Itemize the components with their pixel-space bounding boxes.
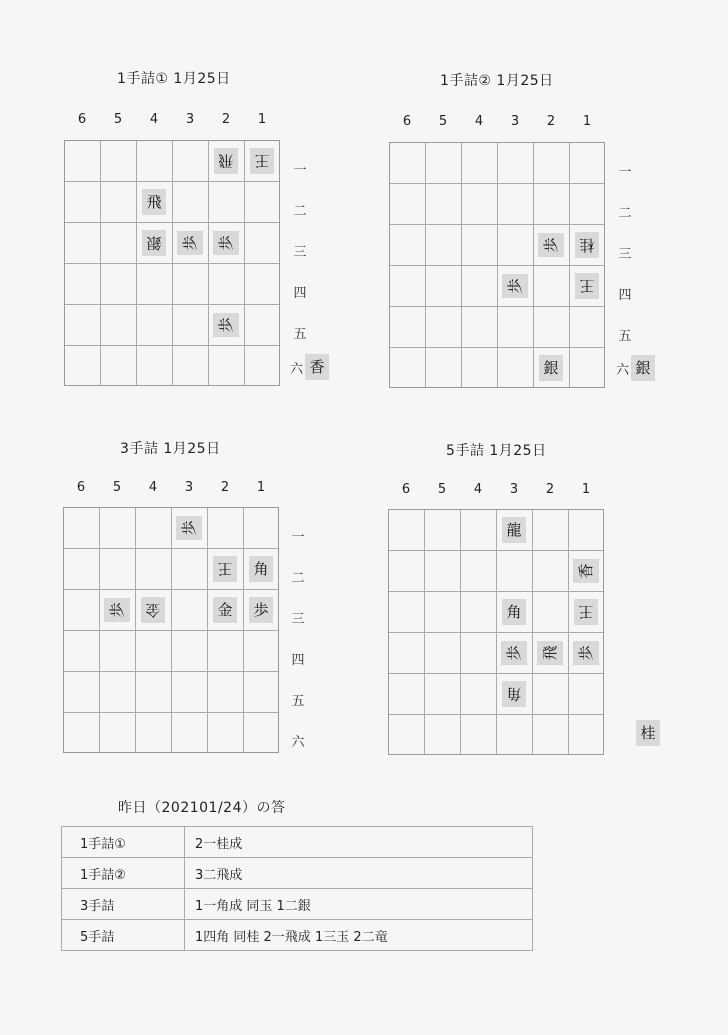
answer-label: 3手詰 bbox=[62, 889, 185, 920]
shogi-piece: 王 bbox=[213, 556, 237, 582]
pieces-in-hand bbox=[616, 355, 655, 381]
column-label: 1 bbox=[582, 114, 592, 129]
column-label: 2 bbox=[546, 114, 556, 129]
row-label: 四 bbox=[291, 652, 305, 668]
column-label: 2 bbox=[221, 112, 231, 127]
shogi-piece: 王 bbox=[574, 599, 598, 625]
pieces-in-hand bbox=[290, 354, 329, 380]
grid-line bbox=[64, 630, 278, 631]
table-row bbox=[62, 920, 533, 951]
grid-line bbox=[64, 671, 278, 672]
shogi-piece: 金 bbox=[141, 597, 165, 623]
row-label: 一 bbox=[293, 162, 307, 178]
puzzle-title: 3手詰 1月25日 bbox=[120, 441, 221, 457]
row-label-six: 六 bbox=[290, 361, 304, 377]
shogi-piece: 歩 bbox=[176, 516, 202, 540]
row-label: 二 bbox=[618, 205, 632, 221]
row-label: 五 bbox=[618, 328, 632, 344]
shogi-piece: 王 bbox=[575, 273, 599, 299]
answer-label: 1手詰① bbox=[62, 827, 185, 858]
grid-line bbox=[533, 143, 534, 387]
column-label: 4 bbox=[149, 112, 159, 127]
answer-label: 5手詰 bbox=[62, 920, 185, 951]
row-label: 四 bbox=[293, 285, 307, 301]
row-label: 二 bbox=[291, 570, 305, 586]
shogi-piece: 飛 bbox=[214, 148, 238, 174]
shogi-piece: 角 bbox=[502, 681, 526, 707]
shogi-board bbox=[389, 142, 605, 388]
shogi-piece: 金 bbox=[213, 597, 237, 623]
shogi-piece: 香 bbox=[573, 559, 599, 583]
answer-moves: 1一角成 同玉 1二銀 bbox=[185, 889, 533, 920]
grid-line bbox=[244, 141, 245, 385]
shogi-piece: 角 bbox=[502, 599, 526, 625]
shogi-piece: 歩 bbox=[177, 231, 203, 255]
shogi-piece: 歩 bbox=[502, 274, 528, 298]
column-label: 5 bbox=[438, 114, 448, 129]
column-label: 6 bbox=[77, 112, 87, 127]
row-label: 三 bbox=[293, 244, 307, 260]
column-label: 6 bbox=[401, 482, 411, 497]
column-label: 4 bbox=[473, 482, 483, 497]
shogi-piece: 王 bbox=[250, 148, 274, 174]
row-label: 一 bbox=[291, 529, 305, 545]
grid-line bbox=[208, 141, 209, 385]
shogi-piece: 歩 bbox=[213, 313, 239, 337]
table-row bbox=[62, 889, 533, 920]
column-label: 6 bbox=[402, 114, 412, 129]
grid-line bbox=[390, 306, 604, 307]
grid-line bbox=[65, 345, 279, 346]
answer-moves: 1四角 同桂 2一飛成 1三玉 2二竜 bbox=[185, 920, 533, 951]
column-label: 2 bbox=[220, 480, 230, 495]
hand-piece: 香 bbox=[305, 354, 329, 380]
hand-piece: 銀 bbox=[631, 355, 655, 381]
column-label: 2 bbox=[545, 482, 555, 497]
shogi-piece: 歩 bbox=[538, 233, 564, 257]
shogi-piece: 歩 bbox=[213, 231, 239, 255]
row-label: 五 bbox=[291, 693, 305, 709]
table-row bbox=[62, 858, 533, 889]
grid-line bbox=[390, 265, 604, 266]
grid-line bbox=[64, 712, 278, 713]
row-label: 六 bbox=[291, 734, 305, 750]
grid-line bbox=[65, 263, 279, 264]
column-label: 1 bbox=[581, 482, 591, 497]
shogi-piece: 飛 bbox=[537, 641, 563, 665]
column-label: 3 bbox=[184, 480, 194, 495]
shogi-board bbox=[388, 509, 604, 755]
grid-line bbox=[243, 508, 244, 752]
row-label: 五 bbox=[293, 326, 307, 342]
answer-label: 1手詰② bbox=[62, 858, 185, 889]
column-label: 4 bbox=[148, 480, 158, 495]
shogi-board bbox=[64, 140, 280, 386]
row-label: 四 bbox=[618, 287, 632, 303]
column-label: 5 bbox=[113, 112, 123, 127]
table-row bbox=[62, 827, 533, 858]
grid-line bbox=[532, 510, 533, 754]
hand-piece: 桂 bbox=[636, 720, 660, 746]
row-label: 三 bbox=[618, 246, 632, 262]
puzzle-title: 5手詰 1月25日 bbox=[446, 443, 547, 459]
answer-moves: 2一桂成 bbox=[185, 827, 533, 858]
shogi-piece: 銀 bbox=[539, 355, 563, 381]
answer-moves: 3二飛成 bbox=[185, 858, 533, 889]
puzzle-title: 1手詰② 1月25日 bbox=[440, 73, 554, 89]
grid-line bbox=[389, 714, 603, 715]
shogi-piece: 歩 bbox=[104, 598, 130, 622]
shogi-piece: 銀 bbox=[142, 230, 166, 256]
shogi-piece: 歩 bbox=[249, 597, 273, 623]
row-label: 二 bbox=[293, 203, 307, 219]
answers-table bbox=[61, 826, 533, 951]
column-label: 5 bbox=[437, 482, 447, 497]
column-label: 6 bbox=[76, 480, 86, 495]
pieces-in-hand bbox=[636, 720, 660, 746]
column-label: 3 bbox=[509, 482, 519, 497]
answers-title: 昨日（202101/24）の答 bbox=[118, 800, 286, 816]
column-label: 3 bbox=[510, 114, 520, 129]
shogi-piece: 飛 bbox=[142, 189, 166, 215]
row-label: 三 bbox=[291, 611, 305, 627]
shogi-piece: 角 bbox=[249, 556, 273, 582]
grid-line bbox=[207, 508, 208, 752]
grid-line bbox=[389, 632, 603, 633]
grid-line bbox=[389, 673, 603, 674]
grid-line bbox=[569, 143, 570, 387]
column-label: 3 bbox=[185, 112, 195, 127]
grid-line bbox=[65, 304, 279, 305]
grid-line bbox=[568, 510, 569, 754]
row-label-six: 六 bbox=[616, 362, 630, 378]
shogi-piece: 歩 bbox=[573, 641, 599, 665]
shogi-board bbox=[63, 507, 279, 753]
shogi-piece: 龍 bbox=[502, 517, 526, 543]
column-label: 5 bbox=[112, 480, 122, 495]
puzzle-title: 1手詰① 1月25日 bbox=[117, 71, 231, 87]
column-label: 4 bbox=[474, 114, 484, 129]
shogi-piece: 歩 bbox=[501, 641, 527, 665]
row-label: 一 bbox=[618, 164, 632, 180]
shogi-piece: 桂 bbox=[575, 232, 599, 258]
column-label: 1 bbox=[257, 112, 267, 127]
grid-line bbox=[390, 347, 604, 348]
column-label: 1 bbox=[256, 480, 266, 495]
